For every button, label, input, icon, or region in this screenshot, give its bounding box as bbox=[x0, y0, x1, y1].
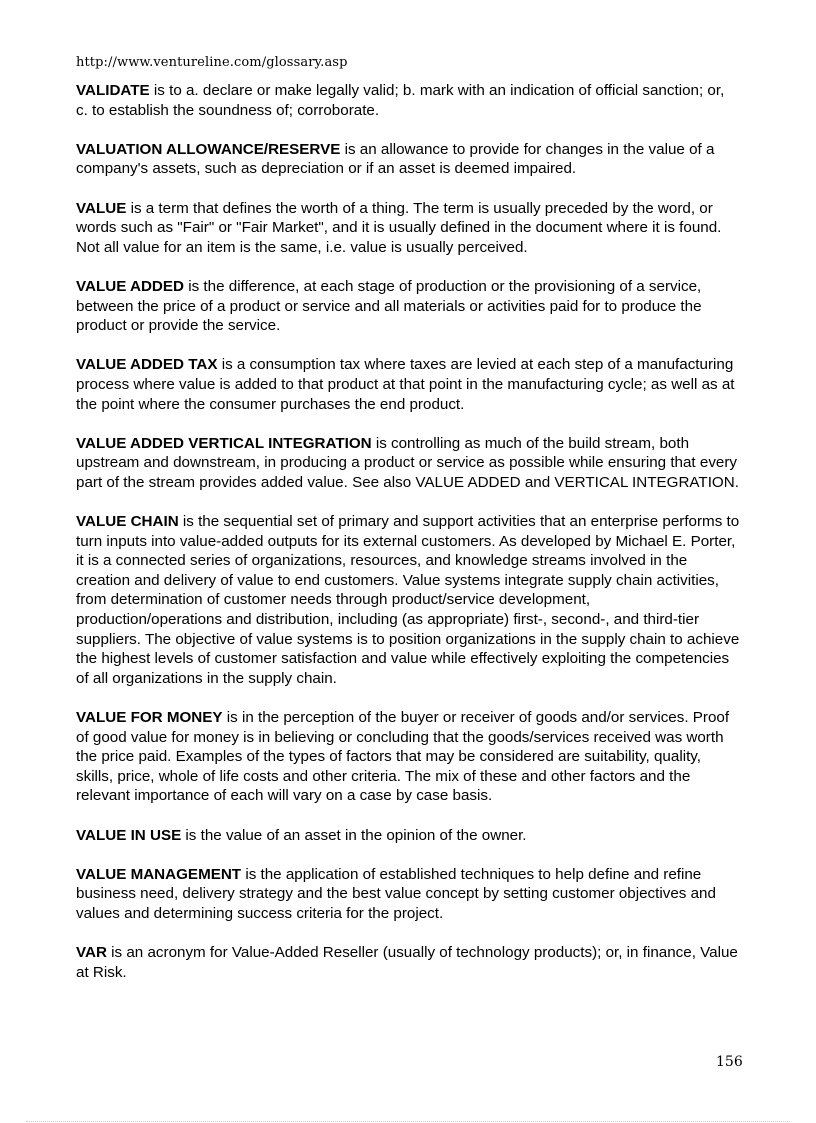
glossary-entries bbox=[76, 81, 740, 1002]
entry-term: VALUATION ALLOWANCE/RESERVE bbox=[76, 140, 341, 158]
entry-definition: is an allowance to provide for changes in the value of a company's assets, such as depreciation or if an asset is deemed impaired. bbox=[76, 140, 715, 178]
entry-definition: is in the perception of the buyer or receiver of goods and/or services. Proof of good value for money is in believing or concluding that the goods/services received was worth the price paid. Examples of the types of factors that may be considered are suitability, quality, skills, price, whole of life costs and other criteria. The mix of these and other factors and the relevant importance of each will vary on a case by case basis. bbox=[76, 709, 730, 805]
entry-term: VALUE MANAGEMENT bbox=[76, 865, 242, 883]
entry-term: VALIDATE bbox=[76, 82, 150, 99]
glossary-entry-value-added bbox=[76, 277, 740, 336]
entry-term: VALUE ADDED bbox=[76, 277, 185, 295]
page-bottom-edge bbox=[26, 1121, 790, 1122]
glossary-entry-value bbox=[76, 199, 740, 258]
glossary-entry-value-added-tax bbox=[76, 355, 740, 414]
glossary-entry-value-added-vertical-integration bbox=[76, 434, 740, 493]
source-url: http://www.ventureline.com/glossary.asp bbox=[76, 55, 348, 70]
glossary-entry-var bbox=[76, 943, 740, 982]
entry-term: VALUE CHAIN bbox=[76, 513, 179, 531]
entry-definition: is an acronym for Value-Added Reseller (usually of technology products); or, in finance, Value at Risk. bbox=[76, 944, 738, 981]
entry-term: VALUE ADDED VERTICAL INTEGRATION bbox=[76, 434, 372, 452]
glossary-entry-value-in-use bbox=[76, 826, 740, 846]
entry-definition: is controlling as much of the build stream, both upstream and downstream, in producing a product or service as possible while ensuring that every part of the stream provides added value. See also VALUE ADDED and VERTICAL INTEGRATION. bbox=[76, 434, 739, 491]
entry-term: VALUE FOR MONEY bbox=[76, 709, 223, 726]
entry-term: VALUE IN USE bbox=[76, 826, 182, 844]
glossary-entry-value-for-money bbox=[76, 708, 740, 806]
entry-definition: is a term that defines the worth of a thing. The term is usually preceded by the word, or words such as "Fair" or "Fair Market", and it is usually defined in the document where it is found. Not all value for an item is the same, i.e. value is usually perceived. bbox=[76, 199, 722, 256]
page-number: 156 bbox=[716, 1054, 743, 1070]
entry-definition: is to a. declare or make legally valid; b. mark with an indication of official sanction; or, c. to establish the soundness of; corroborate. bbox=[76, 82, 725, 119]
entry-term: VALUE ADDED TAX bbox=[76, 356, 218, 374]
entry-term: VAR bbox=[76, 944, 107, 962]
entry-definition: is the sequential set of primary and support activities that an enterprise performs to turn inputs into value-added outputs for its external customers. As developed by Michael E. Porter, it is a connected series of organizations, resources, and knowledge streams involved in the creation and delivery of value to end customers. Value systems integrate supply chain activities, from determination of customer needs through product/service development, production/operations and distribution, including (as appropriate) first-, second-, and third-tier suppliers. The objective of value systems is to position organizations in the supply chain to achieve the highest levels of customer satisfaction and value while effectively exploiting the competencies of all organizations in the supply chain. bbox=[76, 513, 740, 687]
entry-definition: is the application of established techniques to help define and refine business need, delivery strategy and the best value concept by setting customer objectives and values and determining success criteria for the project. bbox=[76, 865, 716, 922]
entry-definition: is the value of an asset in the opinion of the owner. bbox=[181, 826, 527, 844]
glossary-entry-value-management bbox=[76, 865, 740, 924]
entry-definition: is a consumption tax where taxes are levied at each step of a manufacturing process where value is added to that product at that point in the manufacturing cycle; as well as at the point where the consumer purchases the end product. bbox=[76, 356, 735, 413]
entry-definition: is the difference, at each stage of production or the provisioning of a service, between the price of a product or service and all materials or activities paid for to produce the product or provide the service. bbox=[76, 277, 702, 335]
glossary-entry-value-chain bbox=[76, 512, 740, 688]
glossary-entry-validate bbox=[76, 81, 740, 120]
entry-term: VALUE bbox=[76, 199, 127, 217]
glossary-entry-valuation-allowance bbox=[76, 140, 740, 179]
